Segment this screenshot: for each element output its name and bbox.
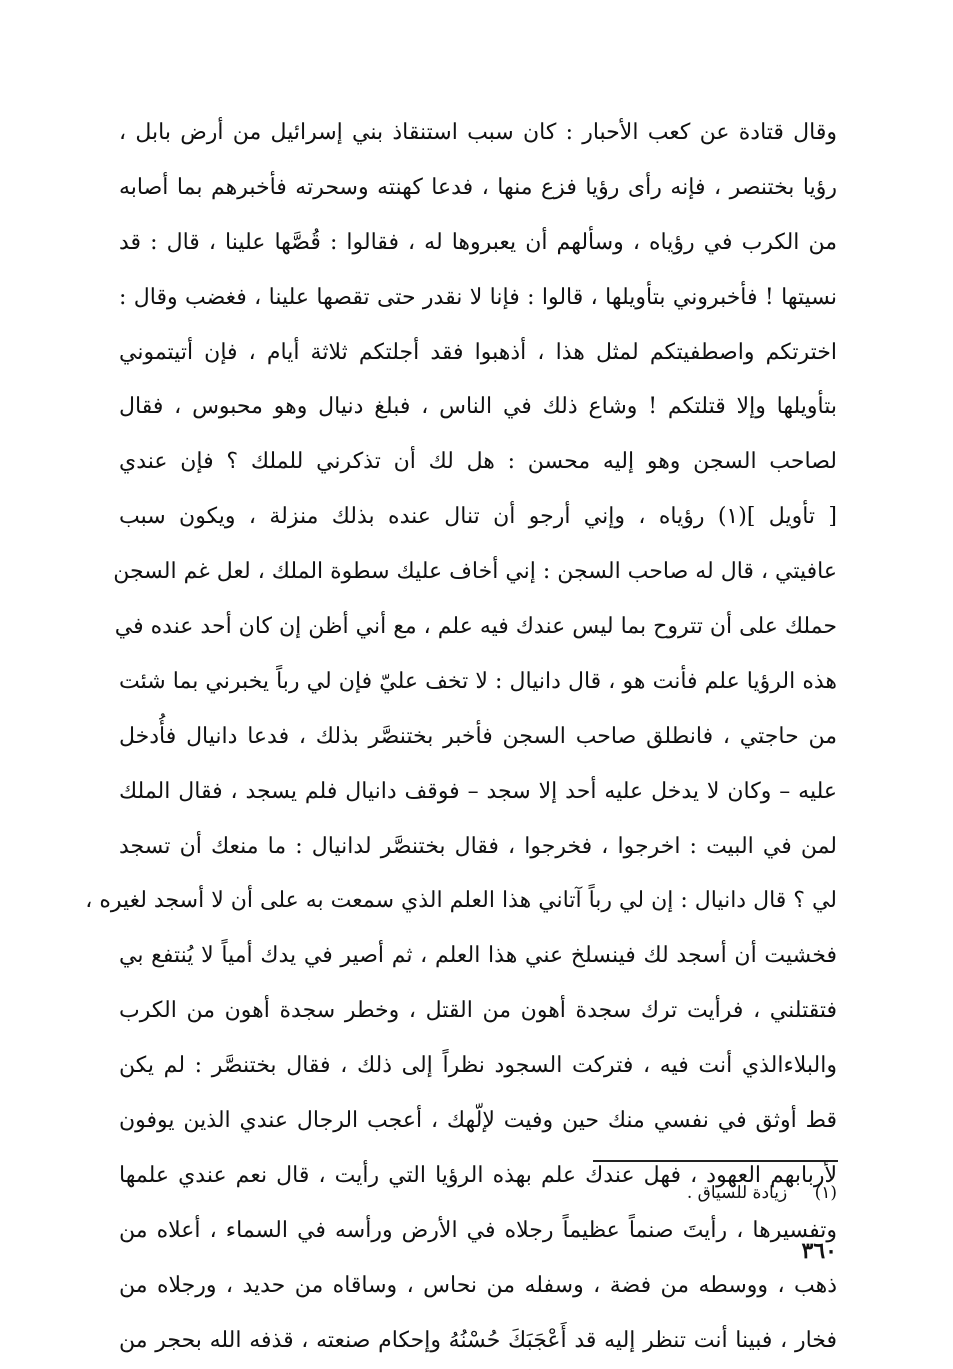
text-line: اخترتكم واصطفيتكم لمثل هذا ، أذهبوا فقد أجلتكم ثلاثة أيام ، فإن أتيتموني: [119, 339, 837, 365]
text-line: قط أوثق في نفسي منك حين وفيت لإلّهك ، أعجب الرجال عندي الذين يوفون: [119, 1108, 837, 1134]
text-line: حملك على أن تتروح بما ليس عندك فيه علم ، مع أني أظن إن كان أحد عنده في: [114, 614, 837, 640]
text-line: لمن في البيت : اخرجوا ، فخرجوا ، فقال بختنصَّر لدانيال : ما منعك أن تسجد: [119, 833, 837, 859]
text-line: بتأويلها وإلا قتلتكم ! وشاع ذلك في الناس ، فبلغ دنيال وهو محبوس ، فقال: [119, 394, 837, 420]
footnote-number: (١): [814, 1183, 837, 1203]
text-line: لصاحب السجن وهو إليه محسن : هل لك أن تذكرني للملك ؟ فإن عندي: [119, 449, 837, 475]
text-line: والبلاءالذي أنت فيه ، فتركت السجود نظراً إلى ذلك ، فقال بختنصَّر : لم يكن: [119, 1053, 837, 1079]
text-line: وقال قتادة عن كعب الأحبار : كان سبب استنقاذ بني إسرائيل من أرض بابل ،: [119, 120, 837, 145]
text-line: لي ؟ قال دانيال : إن لي رباً آتاني هذا العلم الذي سمعت به على أن لا أسجد لغيره ،: [85, 888, 837, 914]
text-line: فخشيت أن أسجد لك فينسلخ عني هذا العلم ، ثم أصير في يدك أمياً لا يُنتفع بي: [119, 943, 837, 969]
footnote: [687, 1180, 837, 1206]
text-line: لأربابهم العهود ، فهل عندك علم بهذه الرؤيا التي رأيت ، قال نعم عندي علمها: [119, 1162, 837, 1188]
text-line: من حاجتي ، فانطلق صاحب السجن فأخبر بختنصَّر بذلك ، فدعا دانيال فأُدخل: [119, 723, 837, 749]
text-line: ذهب ، ووسطه من فضة ، وسفله من نحاس ، وساقاه من حديد ، ورجلاه من: [119, 1272, 837, 1298]
text-line: من الكرب في رؤياه ، وسألهم أن يعبروها له ، فقالوا : قُصَّها علينا ، قال : قد: [119, 229, 837, 255]
text-line: رؤيا بختنصر ، فإنه رأى رؤيا فزع منها ، فدعا كهنته وسحرته فأخبرهم بما أصابه: [119, 174, 837, 200]
text-line: نسيتها ! فأخبروني بتأويلها ، قالوا : فإنا لا نقدر حتى تقصها علينا ، فغضب وقال :: [119, 284, 837, 310]
footnote-text: زيادة للسياق .: [686, 1183, 788, 1203]
text-line: [ تأويل ](١) رؤياه ، وإني أرجو أن تنال عنده بذلك منزلة ، ويكون سبب: [119, 504, 837, 530]
text-line: فخار ، فبينا أنت تنظر إليه قد أَعْجَبَكَ حُسْنُهُ وإحكام صنعته ، قذفه الله بحجر من: [119, 1327, 837, 1353]
text-line: عافيتي ، قال له صاحب السجن : إني أخاف عليك سطوة الملك ، لعل غم السجن: [113, 559, 837, 585]
text-line: هذه الرؤيا علم فأنت هو ، قال دانيال : لا تخف عليّ فإن لي رباً يخبرني بما شئت: [119, 668, 837, 694]
text-line: وتفسيرها ، رأيتَ صنماً عظيماً رجلاه في الأرض ورأسه في السماء ، أعلاه من: [119, 1217, 837, 1243]
footnote-divider: [593, 1160, 838, 1162]
text-line: فتقتلني ، فرأيت ترك سجدة أهون من القتل ، وخطر سجدة أهون من الكرب: [119, 998, 837, 1024]
text-line: عليه – وكان لا يدخل عليه أحد إلا سجد – فوقف دانيال فلم يسجد ، فقال الملك: [119, 778, 837, 804]
page-number: ٣٦٠: [801, 1238, 837, 1264]
